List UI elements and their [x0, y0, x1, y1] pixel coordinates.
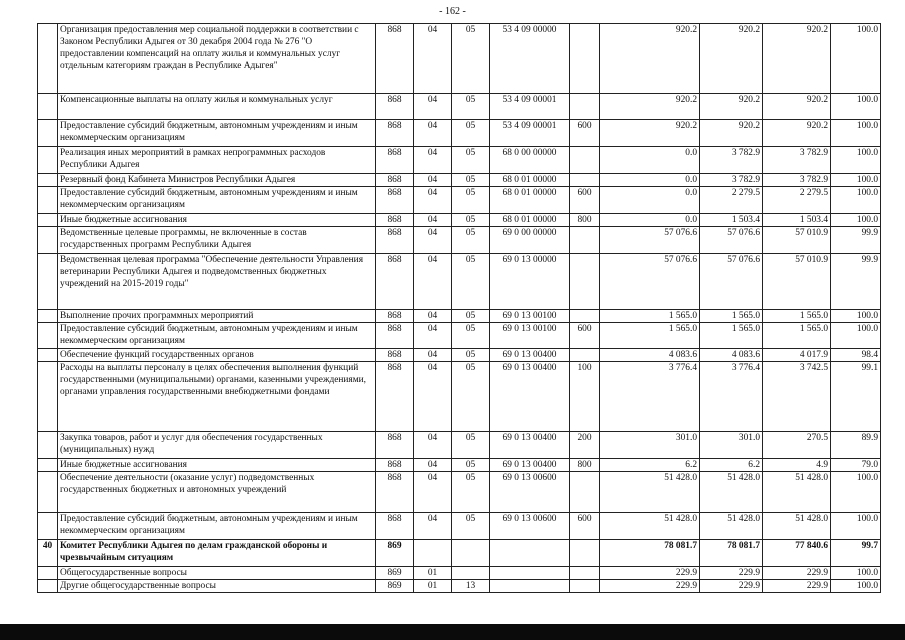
row-percent: 100.0	[831, 174, 881, 187]
row-actual: 4 017.9	[763, 349, 831, 362]
row-vr: 600	[570, 323, 600, 349]
row-csr: 68 0 01 00000	[490, 187, 570, 214]
row-csr: 69 0 13 00600	[490, 513, 570, 540]
row-csr: 69 0 13 00100	[490, 310, 570, 323]
row-rz: 04	[414, 254, 452, 310]
row-planned: 51 428.0	[600, 513, 700, 540]
row-csr: 69 0 13 00000	[490, 254, 570, 310]
row-number	[38, 567, 58, 580]
row-pr: 05	[452, 459, 490, 472]
row-number	[38, 362, 58, 432]
table-row	[38, 147, 881, 174]
row-rz: 01	[414, 580, 452, 593]
table-row	[38, 459, 881, 472]
table-row	[38, 323, 881, 349]
row-csr	[490, 580, 570, 593]
row-rz: 04	[414, 94, 452, 120]
row-vr: 600	[570, 120, 600, 147]
page-number: - 162 -	[439, 6, 466, 17]
row-revised: 57 076.6	[700, 254, 763, 310]
row-csr: 69 0 13 00600	[490, 472, 570, 513]
row-gr: 868	[376, 323, 414, 349]
row-revised: 920.2	[700, 94, 763, 120]
row-name: Обеспечение функций государственных органов	[58, 349, 376, 362]
row-rz: 04	[414, 187, 452, 214]
row-gr: 868	[376, 94, 414, 120]
table-row	[38, 24, 881, 94]
row-actual: 2 279.5	[763, 187, 831, 214]
row-planned: 3 776.4	[600, 362, 700, 432]
row-vr	[570, 310, 600, 323]
table-row	[38, 227, 881, 254]
row-pr: 05	[452, 147, 490, 174]
row-vr	[570, 567, 600, 580]
row-revised: 229.9	[700, 567, 763, 580]
row-planned: 0.0	[600, 214, 700, 227]
row-number	[38, 120, 58, 147]
row-vr: 600	[570, 187, 600, 214]
row-planned: 920.2	[600, 120, 700, 147]
row-pr: 05	[452, 349, 490, 362]
row-pr: 05	[452, 323, 490, 349]
row-csr: 53 4 09 00000	[490, 24, 570, 94]
row-revised: 3 782.9	[700, 147, 763, 174]
row-revised: 3 782.9	[700, 174, 763, 187]
table-row	[38, 567, 881, 580]
row-name: Закупка товаров, работ и услуг для обеспечения государственных (муниципальных) нужд	[58, 432, 376, 459]
row-revised: 1 565.0	[700, 310, 763, 323]
row-number	[38, 187, 58, 214]
row-percent: 100.0	[831, 24, 881, 94]
row-csr: 53 4 09 00001	[490, 120, 570, 147]
row-planned: 0.0	[600, 147, 700, 174]
row-percent: 99.9	[831, 254, 881, 310]
row-pr: 05	[452, 362, 490, 432]
row-pr: 05	[452, 310, 490, 323]
row-csr: 68 0 00 00000	[490, 147, 570, 174]
row-rz: 04	[414, 214, 452, 227]
row-pr: 05	[452, 24, 490, 94]
row-name: Иные бюджетные ассигнования	[58, 214, 376, 227]
row-percent: 100.0	[831, 214, 881, 227]
row-gr: 868	[376, 174, 414, 187]
row-rz: 04	[414, 227, 452, 254]
row-gr: 868	[376, 254, 414, 310]
row-gr: 868	[376, 513, 414, 540]
row-number	[38, 580, 58, 593]
row-planned: 229.9	[600, 580, 700, 593]
row-gr: 868	[376, 187, 414, 214]
row-pr: 05	[452, 187, 490, 214]
table-row	[38, 120, 881, 147]
row-gr: 868	[376, 120, 414, 147]
row-rz: 04	[414, 513, 452, 540]
row-gr: 868	[376, 362, 414, 432]
row-name: Иные бюджетные ассигнования	[58, 459, 376, 472]
row-vr	[570, 94, 600, 120]
row-planned: 229.9	[600, 567, 700, 580]
row-number: 40	[38, 540, 58, 567]
row-gr: 868	[376, 472, 414, 513]
row-actual: 51 428.0	[763, 513, 831, 540]
table-row	[38, 362, 881, 432]
row-actual: 51 428.0	[763, 472, 831, 513]
row-vr	[570, 227, 600, 254]
row-actual: 920.2	[763, 120, 831, 147]
row-rz: 04	[414, 472, 452, 513]
row-pr: 05	[452, 174, 490, 187]
row-rz: 04	[414, 349, 452, 362]
row-planned: 301.0	[600, 432, 700, 459]
row-revised: 51 428.0	[700, 513, 763, 540]
row-actual: 1 503.4	[763, 214, 831, 227]
row-number	[38, 472, 58, 513]
row-revised: 51 428.0	[700, 472, 763, 513]
row-pr: 05	[452, 94, 490, 120]
row-csr: 69 0 13 00100	[490, 323, 570, 349]
row-percent: 100.0	[831, 94, 881, 120]
row-actual: 920.2	[763, 94, 831, 120]
row-revised: 57 076.6	[700, 227, 763, 254]
row-vr	[570, 580, 600, 593]
row-gr: 868	[376, 214, 414, 227]
row-rz: 04	[414, 147, 452, 174]
row-actual: 229.9	[763, 580, 831, 593]
row-pr	[452, 540, 490, 567]
row-number	[38, 254, 58, 310]
row-percent: 100.0	[831, 187, 881, 214]
row-percent: 100.0	[831, 120, 881, 147]
row-gr: 868	[376, 227, 414, 254]
row-name: Резервный фонд Кабинета Министров Республики Адыгея	[58, 174, 376, 187]
row-planned: 57 076.6	[600, 254, 700, 310]
row-actual: 3 742.5	[763, 362, 831, 432]
row-number	[38, 310, 58, 323]
budget-table	[37, 23, 881, 593]
row-percent: 100.0	[831, 323, 881, 349]
row-rz: 04	[414, 362, 452, 432]
row-actual: 3 782.9	[763, 147, 831, 174]
row-pr: 05	[452, 120, 490, 147]
row-percent: 89.9	[831, 432, 881, 459]
row-planned: 920.2	[600, 24, 700, 94]
table-row	[38, 540, 881, 567]
row-csr: 68 0 01 00000	[490, 174, 570, 187]
table-row	[38, 214, 881, 227]
row-percent: 99.1	[831, 362, 881, 432]
row-name: Другие общегосударственные вопросы	[58, 580, 376, 593]
row-name: Общегосударственные вопросы	[58, 567, 376, 580]
table-row	[38, 580, 881, 593]
row-number	[38, 227, 58, 254]
row-pr: 05	[452, 254, 490, 310]
row-number	[38, 323, 58, 349]
row-revised: 301.0	[700, 432, 763, 459]
row-rz	[414, 540, 452, 567]
row-gr: 868	[376, 24, 414, 94]
row-vr: 100	[570, 362, 600, 432]
row-vr	[570, 147, 600, 174]
row-vr: 600	[570, 513, 600, 540]
row-rz: 04	[414, 310, 452, 323]
row-planned: 51 428.0	[600, 472, 700, 513]
row-number	[38, 214, 58, 227]
row-actual: 1 565.0	[763, 310, 831, 323]
row-number	[38, 459, 58, 472]
row-vr	[570, 24, 600, 94]
row-pr	[452, 567, 490, 580]
row-revised: 229.9	[700, 580, 763, 593]
row-percent: 100.0	[831, 513, 881, 540]
table-row	[38, 432, 881, 459]
row-name: Ведомственные целевые программы, не включенные в состав государственных программ Республики Адыгея	[58, 227, 376, 254]
row-planned: 78 081.7	[600, 540, 700, 567]
table-row	[38, 472, 881, 513]
table-row	[38, 254, 881, 310]
row-vr	[570, 254, 600, 310]
scan-edge	[0, 624, 905, 640]
row-csr: 68 0 01 00000	[490, 214, 570, 227]
row-actual: 920.2	[763, 24, 831, 94]
row-name: Обеспечение деятельности (оказание услуг) подведомственных государственных бюджетных и автономных учреждений	[58, 472, 376, 513]
row-number	[38, 147, 58, 174]
row-gr: 868	[376, 147, 414, 174]
row-csr: 69 0 13 00400	[490, 432, 570, 459]
row-csr: 53 4 09 00001	[490, 94, 570, 120]
row-csr: 69 0 13 00400	[490, 349, 570, 362]
row-vr	[570, 472, 600, 513]
row-gr: 868	[376, 310, 414, 323]
row-revised: 1 565.0	[700, 323, 763, 349]
row-actual: 4.9	[763, 459, 831, 472]
row-gr: 868	[376, 432, 414, 459]
row-actual: 57 010.9	[763, 254, 831, 310]
row-gr: 869	[376, 567, 414, 580]
row-pr: 05	[452, 227, 490, 254]
row-vr: 200	[570, 432, 600, 459]
row-vr	[570, 349, 600, 362]
row-revised: 920.2	[700, 24, 763, 94]
row-actual: 57 010.9	[763, 227, 831, 254]
row-pr: 05	[452, 214, 490, 227]
row-percent: 99.7	[831, 540, 881, 567]
row-pr: 05	[452, 432, 490, 459]
row-name: Предоставление субсидий бюджетным, автономным учреждениям и иным некоммерческим организациям	[58, 323, 376, 349]
row-rz: 04	[414, 174, 452, 187]
row-gr: 869	[376, 540, 414, 567]
row-vr: 800	[570, 459, 600, 472]
row-csr: 69 0 13 00400	[490, 362, 570, 432]
row-csr: 69 0 00 00000	[490, 227, 570, 254]
row-planned: 4 083.6	[600, 349, 700, 362]
row-actual: 3 782.9	[763, 174, 831, 187]
row-percent: 100.0	[831, 147, 881, 174]
row-revised: 6.2	[700, 459, 763, 472]
row-csr	[490, 540, 570, 567]
row-planned: 1 565.0	[600, 323, 700, 349]
row-pr: 05	[452, 472, 490, 513]
table-row	[38, 94, 881, 120]
table-row	[38, 174, 881, 187]
row-revised: 920.2	[700, 120, 763, 147]
row-percent: 98.4	[831, 349, 881, 362]
row-planned: 1 565.0	[600, 310, 700, 323]
row-number	[38, 513, 58, 540]
row-vr	[570, 540, 600, 567]
row-percent: 79.0	[831, 459, 881, 472]
row-vr: 800	[570, 214, 600, 227]
row-name: Предоставление субсидий бюджетным, автономным учреждениям и иным некоммерческим организациям	[58, 187, 376, 214]
table-row	[38, 513, 881, 540]
row-revised: 4 083.6	[700, 349, 763, 362]
row-name: Предоставление субсидий бюджетным, автономным учреждениям и иным некоммерческим организациям	[58, 513, 376, 540]
row-rz: 04	[414, 432, 452, 459]
row-rz: 04	[414, 24, 452, 94]
row-percent: 100.0	[831, 472, 881, 513]
row-gr: 869	[376, 580, 414, 593]
row-number	[38, 349, 58, 362]
row-percent: 100.0	[831, 310, 881, 323]
row-planned: 920.2	[600, 94, 700, 120]
row-planned: 6.2	[600, 459, 700, 472]
table-row	[38, 349, 881, 362]
row-rz: 01	[414, 567, 452, 580]
row-name: Расходы на выплаты персоналу в целях обеспечения выполнения функций государственными (муниципальными) органами, казенными учреждениями, органами управления государственными внебюджетными фондами	[58, 362, 376, 432]
row-revised: 1 503.4	[700, 214, 763, 227]
row-number	[38, 174, 58, 187]
row-percent: 100.0	[831, 567, 881, 580]
row-planned: 57 076.6	[600, 227, 700, 254]
table-row	[38, 310, 881, 323]
row-percent: 100.0	[831, 580, 881, 593]
row-pr: 05	[452, 513, 490, 540]
row-name: Выполнение прочих программных мероприятий	[58, 310, 376, 323]
row-actual: 229.9	[763, 567, 831, 580]
row-percent: 99.9	[831, 227, 881, 254]
row-actual: 77 840.6	[763, 540, 831, 567]
row-number	[38, 24, 58, 94]
row-rz: 04	[414, 323, 452, 349]
row-vr	[570, 174, 600, 187]
row-number	[38, 94, 58, 120]
row-name: Организация предоставления мер социальной поддержки в соответствии с Законом Республики Адыгея от 30 декабря 2004 года № 276 "О предоставлении компенсаций на оплату жилья и коммунальных услуг отдельным категориям граждан в Республике Адыгея"	[58, 24, 376, 94]
row-gr: 868	[376, 459, 414, 472]
row-csr: 69 0 13 00400	[490, 459, 570, 472]
row-name: Предоставление субсидий бюджетным, автономным учреждениям и иным некоммерческим организациям	[58, 120, 376, 147]
row-name: Реализация иных мероприятий в рамках непрограммных расходов Республики Адыгея	[58, 147, 376, 174]
row-rz: 04	[414, 120, 452, 147]
row-revised: 2 279.5	[700, 187, 763, 214]
row-number	[38, 432, 58, 459]
row-name: Комитет Республики Адыгея по делам гражданской обороны и чрезвычайным ситуациям	[58, 540, 376, 567]
row-rz: 04	[414, 459, 452, 472]
row-revised: 78 081.7	[700, 540, 763, 567]
row-revised: 3 776.4	[700, 362, 763, 432]
row-name: Компенсационные выплаты на оплату жилья и коммунальных услуг	[58, 94, 376, 120]
row-actual: 270.5	[763, 432, 831, 459]
table-row	[38, 187, 881, 214]
row-name: Ведомственная целевая программа "Обеспечение деятельности Управления ветеринарии Республики Адыгея и подведомственных бюджетных учреждений на 2015-2019 годы"	[58, 254, 376, 310]
row-actual: 1 565.0	[763, 323, 831, 349]
row-planned: 0.0	[600, 174, 700, 187]
row-pr: 13	[452, 580, 490, 593]
row-gr: 868	[376, 349, 414, 362]
row-planned: 0.0	[600, 187, 700, 214]
row-csr	[490, 567, 570, 580]
